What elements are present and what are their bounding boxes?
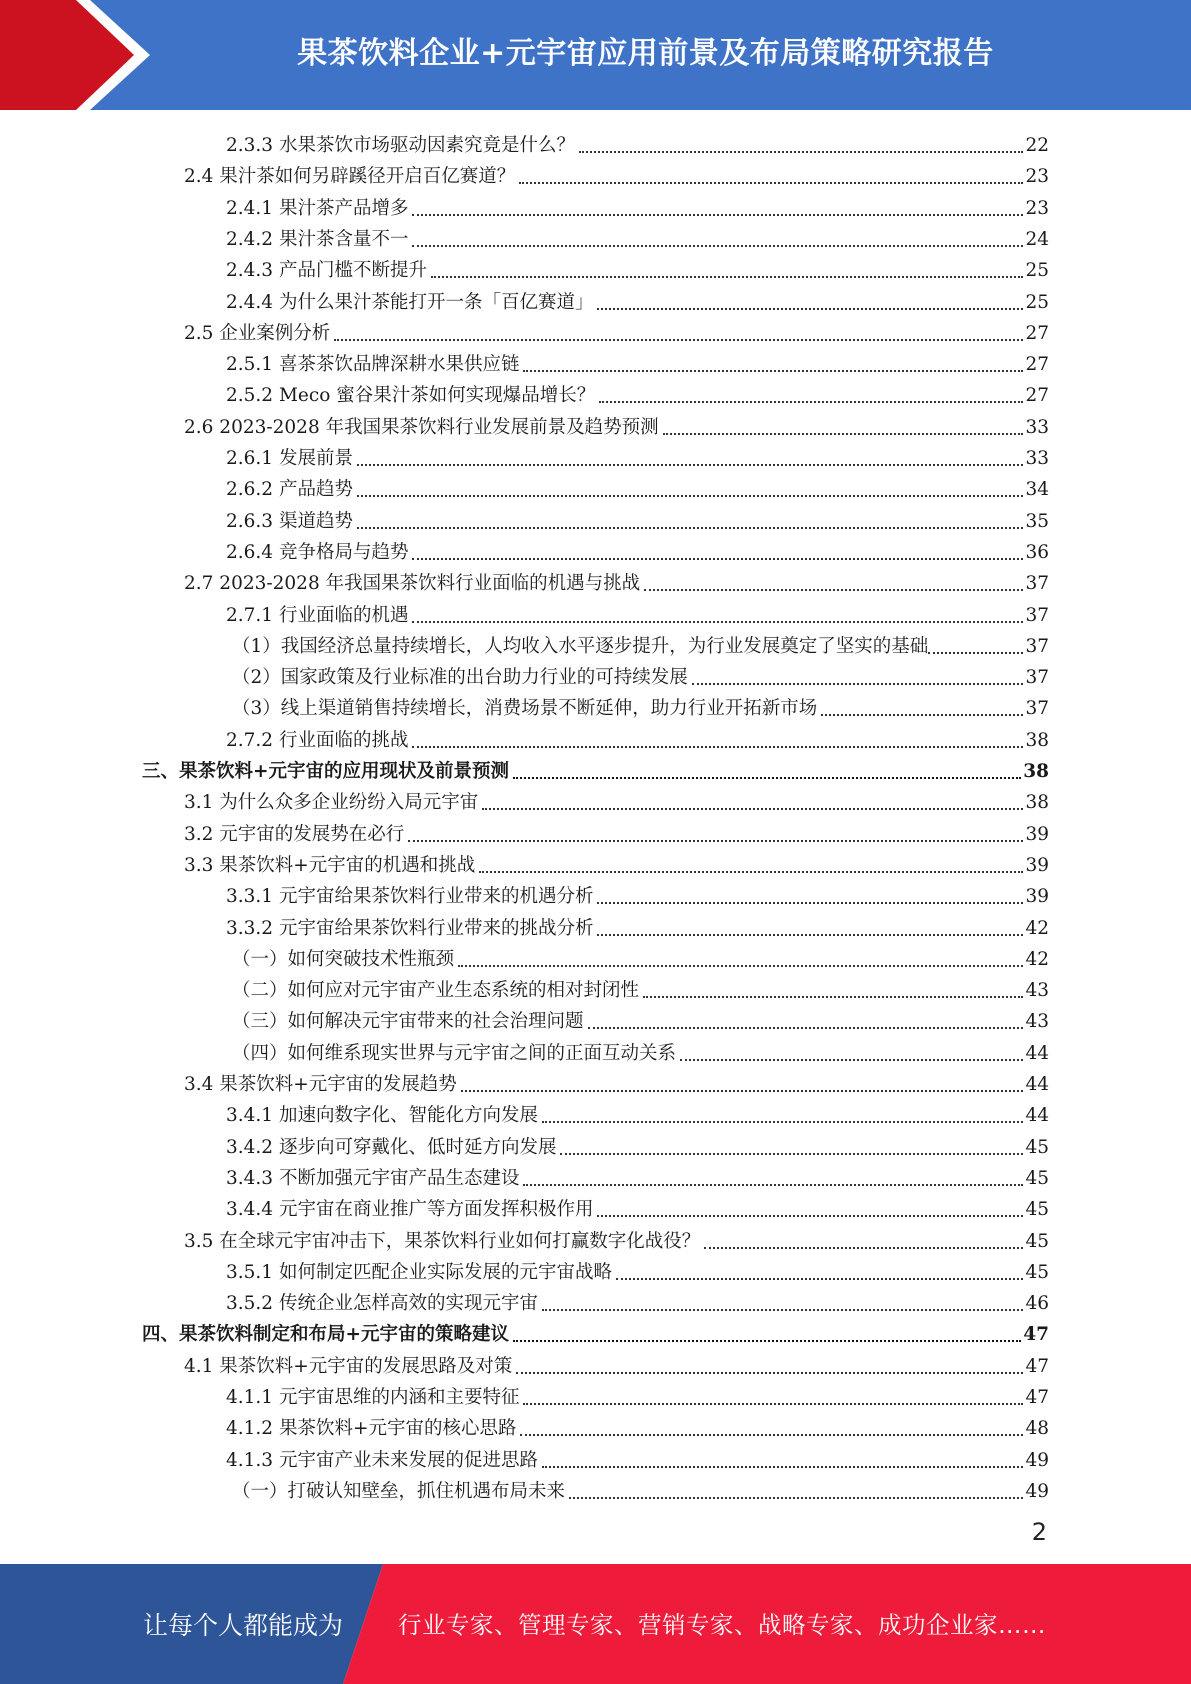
toc-entry[interactable] xyxy=(226,723,1049,754)
toc-entry[interactable] xyxy=(184,817,1049,848)
toc-entry-title: （三）如何解决元宇宙带来的社会治理问题 xyxy=(232,1011,584,1033)
toc-dot-leader xyxy=(523,1403,1023,1405)
toc-entry-page: 38 xyxy=(1025,792,1049,814)
toc-dot-leader xyxy=(519,182,1023,184)
toc-entry-title: 2.7.2 行业面临的挑战 xyxy=(226,729,409,751)
toc-entry-page: 47 xyxy=(1025,1355,1049,1377)
toc-dot-leader xyxy=(692,683,1024,685)
toc-entry-page: 38 xyxy=(1023,761,1049,782)
toc-entry-title: 2.4.4 为什么果汁茶能打开一条「百亿赛道」 xyxy=(226,291,594,313)
toc-entry[interactable] xyxy=(184,1349,1049,1380)
toc-entry-title: （四）如何维系现实世界与元宇宙之间的正面互动关系 xyxy=(232,1042,677,1064)
toc-dot-leader xyxy=(597,934,1023,936)
toc-entry[interactable] xyxy=(226,441,1049,472)
toc-entry[interactable] xyxy=(184,848,1049,879)
toc-entry-page: 33 xyxy=(1025,416,1049,438)
footer-slogan-left: 让每个人都能成为 xyxy=(143,1611,344,1640)
toc-entry[interactable] xyxy=(226,1286,1049,1317)
toc-entry[interactable] xyxy=(226,504,1049,535)
toc-entry[interactable] xyxy=(232,1004,1049,1035)
toc-dot-leader xyxy=(520,1434,1023,1436)
toc-entry-title: 2.7.1 行业面临的机遇 xyxy=(226,604,409,626)
toc-entry-page: 25 xyxy=(1025,291,1049,313)
toc-dot-leader xyxy=(513,1340,1021,1342)
toc-entry-title: 2.6.3 渠道趋势 xyxy=(226,510,353,532)
toc-dot-leader xyxy=(357,495,1024,497)
toc-entry-page: 22 xyxy=(1025,135,1049,156)
page-number: 2 xyxy=(1031,1518,1047,1546)
toc-entry-page: 44 xyxy=(1025,1105,1049,1127)
toc-entry-title: 2.6.1 发展前景 xyxy=(226,448,353,469)
toc-entry-title: 3.5.1 如何制定匹配企业实际发展的元宇宙战略 xyxy=(226,1261,612,1283)
toc-entry-title: 2.4.3 产品门槛不断提升 xyxy=(226,260,427,282)
toc-entry-title: 2.6 2023-2028 年我国果茶饮料行业发展前景及趋势预测 xyxy=(184,416,659,438)
toc-entry[interactable] xyxy=(232,660,1049,691)
toc-dot-leader xyxy=(412,245,1023,247)
toc-entry-title: （一）如何突破技术性瓶颈 xyxy=(232,948,455,970)
toc-entry[interactable] xyxy=(226,378,1049,409)
toc-dot-leader xyxy=(458,965,1023,967)
toc-entry-title: 3.2 元宇宙的发展势在必行 xyxy=(184,823,405,845)
toc-dot-leader xyxy=(412,746,1023,748)
toc-entry-page: 45 xyxy=(1025,1199,1049,1221)
toc-entry-title: （1）我国经济总量持续增长，人均收入水平逐步提升，为行业发展奠定了坚实的基础 xyxy=(232,635,929,657)
toc-entry[interactable] xyxy=(226,598,1049,629)
toc-dot-leader xyxy=(412,558,1023,560)
toc-entry-title: （3）线上渠道销售持续增长，消费场景不断延伸，助力行业开拓新市场 xyxy=(232,698,818,720)
toc-dot-leader xyxy=(542,1309,1023,1311)
toc-entry-page: 44 xyxy=(1025,1074,1049,1095)
toc-entry-title: 2.7 2023-2028 年我国果茶饮料行业面临的机遇与挑战 xyxy=(184,573,641,595)
toc-dot-leader xyxy=(597,308,1023,310)
toc-dot-leader xyxy=(599,401,1023,403)
toc-entry[interactable] xyxy=(226,128,1049,159)
toc-entry[interactable] xyxy=(184,410,1049,441)
toc-entry[interactable] xyxy=(226,347,1049,378)
toc-entry-title: 3.5 在全球元宇宙冲击下，果茶饮料行业如何打赢数字化战役？ xyxy=(184,1230,701,1252)
toc-entry[interactable] xyxy=(226,1411,1049,1442)
toc-entry[interactable] xyxy=(184,785,1049,816)
toc-entry-title: 3.3 果茶饮料+元宇宙的机遇和挑战 xyxy=(184,854,476,876)
toc-entry-title: 2.5.2 Meco 蜜谷果汁茶如何实现爆品增长？ xyxy=(226,385,596,407)
toc-dot-leader xyxy=(663,433,1024,435)
toc-entry-title: 2.4.2 果汁茶含量不一 xyxy=(226,228,409,250)
toc-dot-leader xyxy=(516,1372,1023,1374)
toc-entry-page: 43 xyxy=(1025,1011,1049,1033)
toc-dot-leader xyxy=(560,1153,1023,1155)
toc-dot-leader xyxy=(588,1027,1024,1029)
toc-entry-page: 42 xyxy=(1025,917,1049,939)
toc-entry-page: 44 xyxy=(1025,1042,1049,1064)
toc-entry-page: 39 xyxy=(1025,823,1049,845)
header-red-chevron xyxy=(0,0,150,110)
toc-entry[interactable] xyxy=(184,159,1049,190)
toc-entry-page: 49 xyxy=(1025,1449,1049,1471)
toc-entry-page: 39 xyxy=(1025,886,1049,908)
toc-dot-leader xyxy=(513,777,1021,779)
toc-entry-page: 37 xyxy=(1025,667,1049,689)
toc-entry[interactable] xyxy=(226,1161,1049,1192)
toc-entry-page: 45 xyxy=(1025,1261,1049,1283)
toc-entry-title: 4.1.1 元宇宙思维的内涵和主要特征 xyxy=(226,1387,520,1408)
toc-entry-title: 三、果茶饮料+元宇宙的应用现状及前景预测 xyxy=(142,761,510,782)
toc-dot-leader xyxy=(616,1278,1023,1280)
toc-dot-leader xyxy=(461,1090,1024,1092)
toc-entry-page: 35 xyxy=(1025,510,1049,532)
toc-dot-leader xyxy=(579,151,1023,153)
toc-dot-leader xyxy=(928,652,1023,654)
toc-entry-page: 42 xyxy=(1025,948,1049,970)
toc-entry[interactable] xyxy=(232,973,1049,1004)
toc-entry-page: 36 xyxy=(1025,541,1049,563)
toc-entry-title: 四、果茶饮料制定和布局+元宇宙的策略建议 xyxy=(142,1324,510,1346)
toc-entry[interactable] xyxy=(226,1443,1049,1474)
toc-dot-leader xyxy=(597,902,1023,904)
toc-entry-title: 2.4 果汁茶如何另辟蹊径开启百亿赛道？ xyxy=(184,166,516,188)
toc-entry-page: 45 xyxy=(1025,1167,1049,1189)
toc-entry-title: 3.1 为什么众多企业纷纷入局元宇宙 xyxy=(184,792,479,814)
toc-dot-leader xyxy=(412,214,1023,216)
toc-entry-page: 23 xyxy=(1025,166,1049,188)
toc-entry-page: 23 xyxy=(1025,197,1049,219)
toc-dot-leader xyxy=(644,589,1023,591)
page-header xyxy=(0,0,1191,110)
toc-entry[interactable] xyxy=(226,222,1049,253)
toc-entry[interactable] xyxy=(226,1255,1049,1286)
footer-slogan-right: 行业专家、管理专家、营销专家、战略专家、成功企业家…… xyxy=(398,1611,1046,1639)
toc-entry[interactable] xyxy=(226,911,1049,942)
toc-entry[interactable] xyxy=(142,754,1049,785)
toc-entry-title: （一）打破认知壁垒，抓住机遇布局未来 xyxy=(232,1480,566,1502)
toc-dot-leader xyxy=(357,527,1024,529)
toc-dot-leader xyxy=(412,621,1023,623)
toc-entry-title: 2.3.3 水果茶饮市场驱动因素究竟是什么？ xyxy=(226,135,575,156)
toc-dot-leader xyxy=(523,1184,1023,1186)
toc-entry[interactable] xyxy=(232,629,1049,660)
toc-entry[interactable] xyxy=(226,1098,1049,1129)
toc-entry-page: 45 xyxy=(1025,1230,1049,1252)
toc-entry-page: 34 xyxy=(1025,479,1049,501)
toc-entry-title: 4.1 果茶饮料+元宇宙的发展思路及对策 xyxy=(184,1355,513,1377)
toc-entry[interactable] xyxy=(226,253,1049,284)
report-title: 果茶饮料企业+元宇宙应用前景及布局策略研究报告 xyxy=(297,36,994,71)
toc-entry[interactable] xyxy=(226,472,1049,503)
toc-entry-page: 39 xyxy=(1025,854,1049,876)
toc-dot-leader xyxy=(523,370,1023,372)
toc-entry-page: 27 xyxy=(1025,354,1049,376)
toc-entry-page: 45 xyxy=(1025,1136,1049,1158)
toc-entry-page: 27 xyxy=(1025,385,1049,407)
toc-entry-title: 2.5 企业案例分析 xyxy=(184,322,331,344)
toc-dot-leader xyxy=(821,714,1023,716)
toc-entry-title: 2.6.4 竞争格局与趋势 xyxy=(226,541,409,563)
toc-entry-title: 2.6.2 产品趋势 xyxy=(226,479,353,501)
toc-dot-leader xyxy=(482,808,1023,810)
toc-entry-title: 3.3.1 元宇宙给果茶饮料行业带来的机遇分析 xyxy=(226,886,594,908)
toc-entry[interactable] xyxy=(226,1130,1049,1161)
toc-dot-leader xyxy=(334,339,1023,341)
toc-entry[interactable] xyxy=(232,691,1049,722)
toc-dot-leader xyxy=(542,1121,1023,1123)
toc-entry[interactable] xyxy=(232,1474,1049,1505)
toc-entry[interactable] xyxy=(226,191,1049,222)
toc-entry[interactable] xyxy=(226,1192,1049,1223)
toc-entry[interactable] xyxy=(226,535,1049,566)
toc-entry-title: 3.3.2 元宇宙给果茶饮料行业带来的挑战分析 xyxy=(226,917,594,939)
toc-dot-leader xyxy=(479,871,1023,873)
toc-entry-page: 43 xyxy=(1025,980,1049,1002)
toc-dot-leader xyxy=(680,1059,1023,1061)
toc-entry-page: 25 xyxy=(1025,260,1049,282)
toc-entry-page: 46 xyxy=(1025,1293,1049,1315)
toc-entry-page: 37 xyxy=(1025,604,1049,626)
toc-entry[interactable] xyxy=(184,566,1049,597)
toc-entry-title: 3.4.1 加速向数字化、智能化方向发展 xyxy=(226,1105,538,1127)
toc-entry[interactable] xyxy=(226,879,1049,910)
toc-entry-title: （2）国家政策及行业标准的出台助力行业的可持续发展 xyxy=(232,667,688,689)
toc-entry-title: 3.4 果茶饮料+元宇宙的发展趋势 xyxy=(184,1074,457,1095)
toc-entry[interactable] xyxy=(184,1067,1049,1098)
toc-entry-page: 37 xyxy=(1025,573,1049,595)
toc-entry-title: 2.4.1 果汁茶产品增多 xyxy=(226,197,409,219)
toc-entry-title: 2.5.1 喜茶茶饮品牌深耕水果供应链 xyxy=(226,354,520,376)
toc-dot-leader xyxy=(431,276,1023,278)
toc-entry[interactable] xyxy=(226,285,1049,316)
toc-entry-page: 47 xyxy=(1023,1324,1049,1346)
toc-dot-leader xyxy=(408,840,1023,842)
toc-entry-page: 49 xyxy=(1025,1480,1049,1502)
toc-dot-leader xyxy=(643,996,1023,998)
toc-entry[interactable] xyxy=(226,1380,1049,1411)
toc-dot-leader xyxy=(597,1215,1023,1217)
toc-entry-page: 24 xyxy=(1025,228,1049,250)
toc-entry-page: 33 xyxy=(1025,448,1049,469)
toc-entry-title: 3.4.4 元宇宙在商业推广等方面发挥积极作用 xyxy=(226,1199,594,1221)
toc-entry[interactable] xyxy=(232,1036,1049,1067)
toc-entry-page: 27 xyxy=(1025,322,1049,344)
toc-entry-page: 48 xyxy=(1025,1418,1049,1440)
toc-dot-leader xyxy=(704,1247,1023,1249)
toc-entry-title: 4.1.2 果茶饮料+元宇宙的核心思路 xyxy=(226,1418,517,1440)
toc-entry[interactable] xyxy=(232,942,1049,973)
toc-entry-page: 47 xyxy=(1025,1387,1049,1408)
toc-dot-leader xyxy=(357,464,1024,466)
toc-entry[interactable] xyxy=(184,316,1049,347)
toc-entry-page: 37 xyxy=(1025,635,1049,657)
toc-entry[interactable] xyxy=(184,1224,1049,1255)
toc-entry-title: 3.5.2 传统企业怎样高效的实现元宇宙 xyxy=(226,1293,538,1315)
toc-entry-title: 4.1.3 元宇宙产业未来发展的促进思路 xyxy=(226,1449,538,1471)
toc-entry-page: 37 xyxy=(1025,698,1049,720)
toc-entry-title: 3.4.2 逐步向可穿戴化、低时延方向发展 xyxy=(226,1136,557,1158)
toc-entry-title: 3.4.3 不断加强元宇宙产品生态建设 xyxy=(226,1167,520,1189)
toc-entry-page: 38 xyxy=(1025,729,1049,751)
toc-dot-leader xyxy=(569,1497,1023,1499)
toc-entry[interactable] xyxy=(142,1317,1049,1348)
toc-dot-leader xyxy=(542,1466,1023,1468)
toc-entry-title: （二）如何应对元宇宙产业生态系统的相对封闭性 xyxy=(232,980,640,1002)
